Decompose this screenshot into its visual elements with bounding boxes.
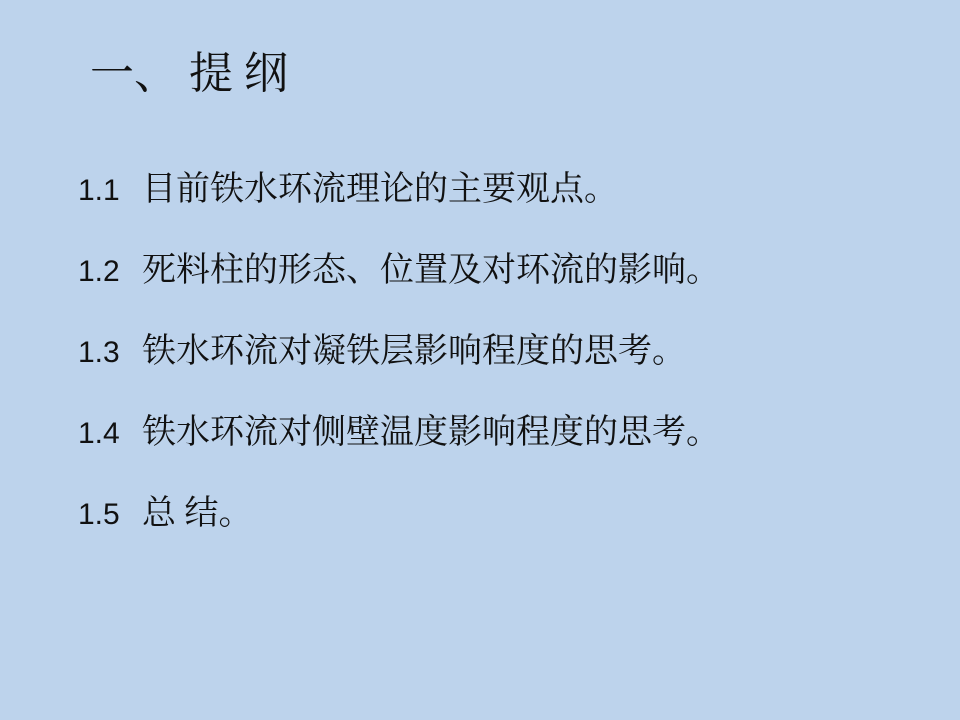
outline-item-2: [78, 251, 920, 292]
outline-item-5: [78, 494, 920, 535]
outline-item-number: 1.1: [78, 174, 120, 207]
outline-item-number: 1.4: [78, 417, 120, 450]
outline-item-text: 总 结。: [142, 495, 253, 532]
outline-list: [78, 170, 920, 575]
outline-item-text: 目前铁水环流理论的主要观点。: [142, 171, 618, 208]
outline-item-1: [78, 170, 920, 211]
outline-item-number: 1.2: [78, 255, 120, 288]
outline-item-3: [78, 332, 920, 373]
outline-item-number: 1.3: [78, 336, 120, 369]
outline-item-text: 铁水环流对凝铁层影响程度的思考。: [142, 333, 686, 370]
slide-title: 一、 提 纲: [90, 49, 288, 98]
outline-item-number: 1.5: [78, 498, 120, 531]
outline-item-text: 铁水环流对侧壁温度影响程度的思考。: [142, 414, 720, 451]
outline-item-4: [78, 413, 920, 454]
outline-item-text: 死料柱的形态、位置及对环流的影响。: [142, 252, 720, 289]
